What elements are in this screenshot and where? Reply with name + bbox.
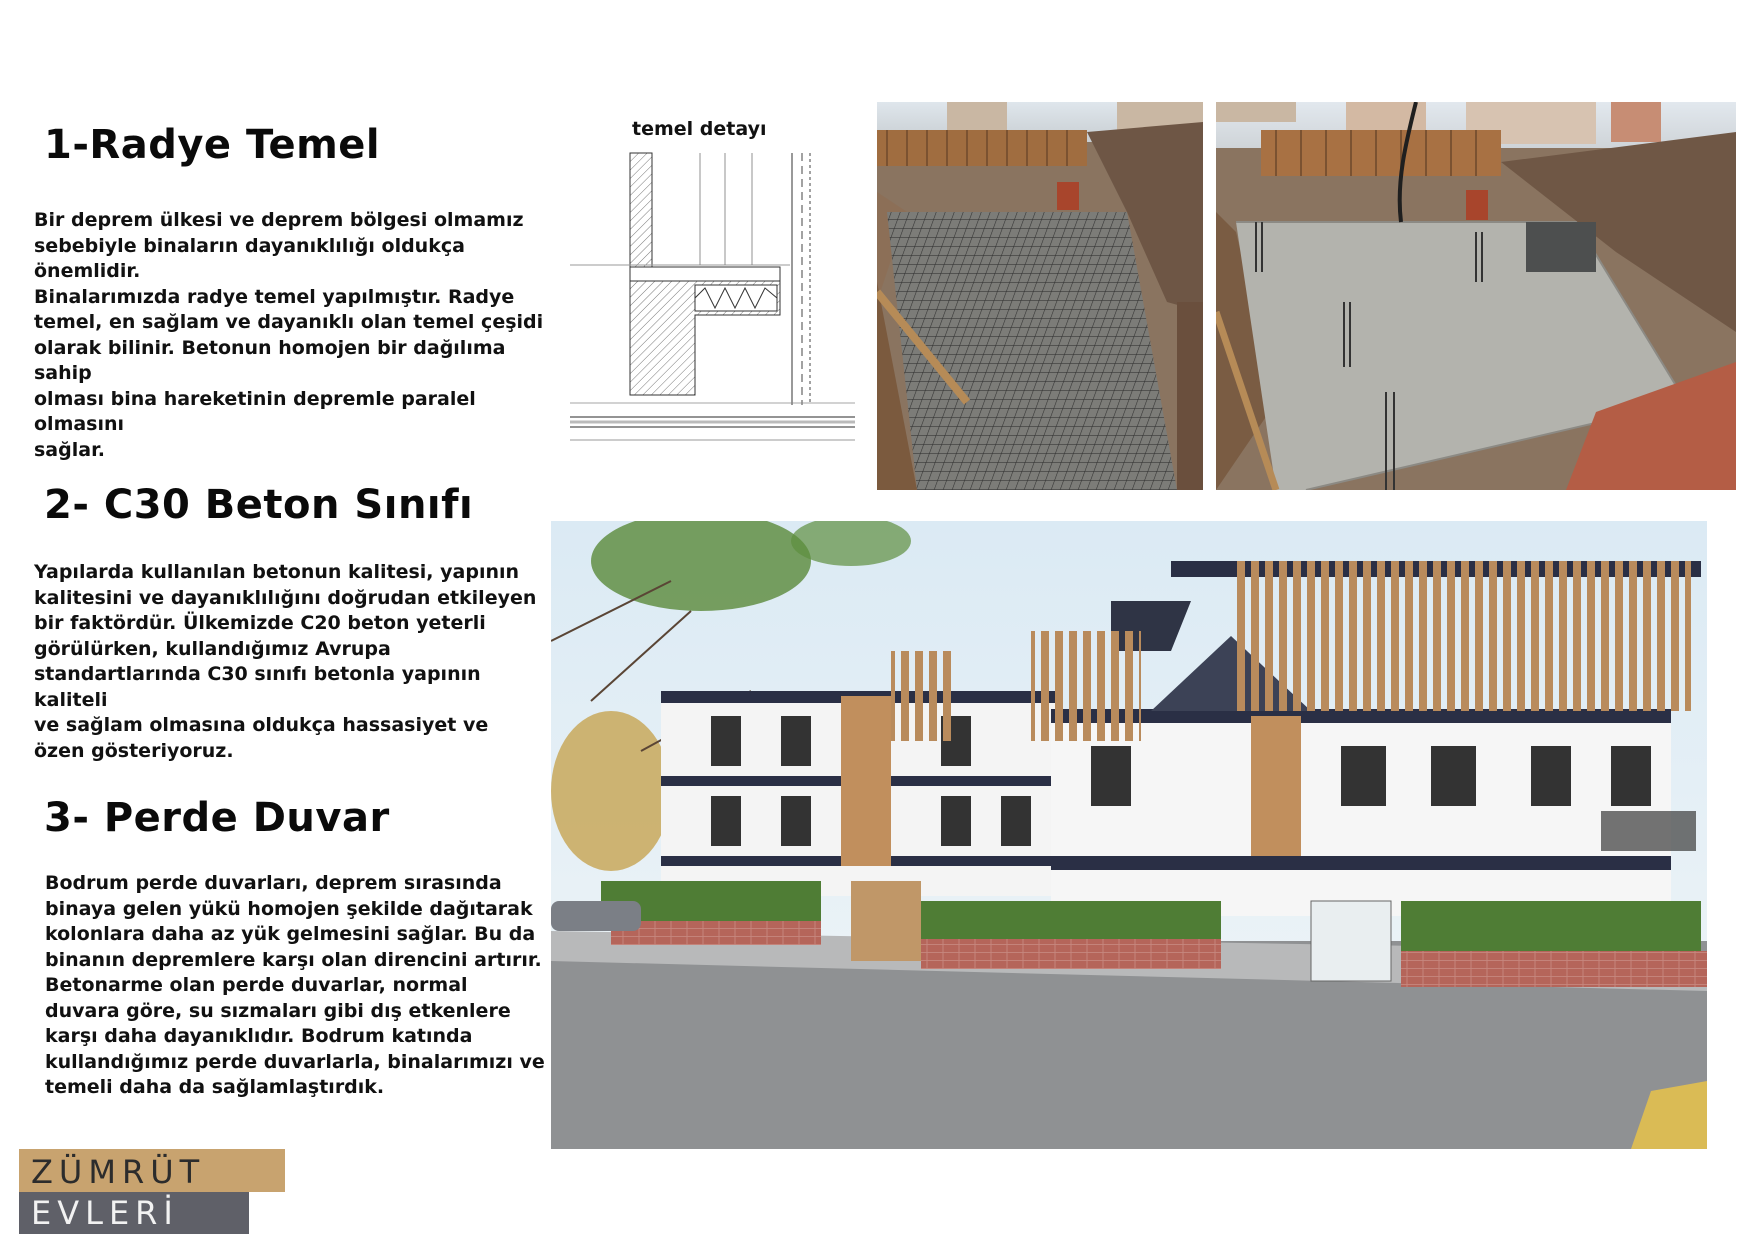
section-1-body: Bir deprem ülkesi ve deprem bölgesi olmamız sebebiyle binaların dayanıklılığı oldukça önemlidir. Binalarımızda radye temel yapılmıştır. Radye temel, en sağlam ve dayanıklı olan temel çeşidi olarak bilinir. Betonun homojen bir dağılıma sahip olması bina hareketinin depremle paralel olmasını sağlar. bbox=[34, 209, 544, 461]
logo-line-1: ZÜMRÜT bbox=[31, 1153, 206, 1191]
logo-top-band bbox=[19, 1149, 285, 1192]
logo-line-2: EVLERİ bbox=[31, 1194, 179, 1232]
foundation-rebar-photo bbox=[877, 102, 1203, 490]
section-2-title: 2- C30 Beton Sınıfı bbox=[44, 482, 474, 528]
section-3-body: Bodrum perde duvarları, deprem sırasında binaya gelen yükü homojen şekilde dağıtarak kolonlara daha az yük gelmesini sağlar. Bu da binanın depremlere karşı olan direncini artırır. Betonarme olan perde duvarlar, normal duvara göre, su sızmaları gibi dış etkenlere karşı daha dayanıklıdır. Bodrum katında kullandığımız perde duvarlarla, binalarımızı ve temeli daha da sağlamlaştırdık. bbox=[45, 872, 545, 1098]
foundation-detail-drawing bbox=[570, 145, 860, 445]
section-1-title: 1-Radye Temel bbox=[44, 122, 381, 168]
detail-caption: temel detayı bbox=[632, 118, 767, 140]
foundation-concrete-photo bbox=[1216, 102, 1736, 490]
section-2-body: Yapılarda kullanılan betonun kalitesi, yapının kalitesini ve dayanıklılığını doğrudan etkileyen bir faktördür. Ülkemizde C20 beton yeterli görülürken, kullandığımız Avrupa standartlarında C30 sınıfı betonla yapının kaliteli ve sağlam olmasına oldukça hassasiyet ve özen gösteriyoruz. bbox=[34, 561, 537, 762]
logo-bottom-band bbox=[19, 1192, 249, 1234]
section-3-title: 3- Perde Duvar bbox=[44, 795, 390, 841]
building-render bbox=[551, 521, 1707, 1149]
